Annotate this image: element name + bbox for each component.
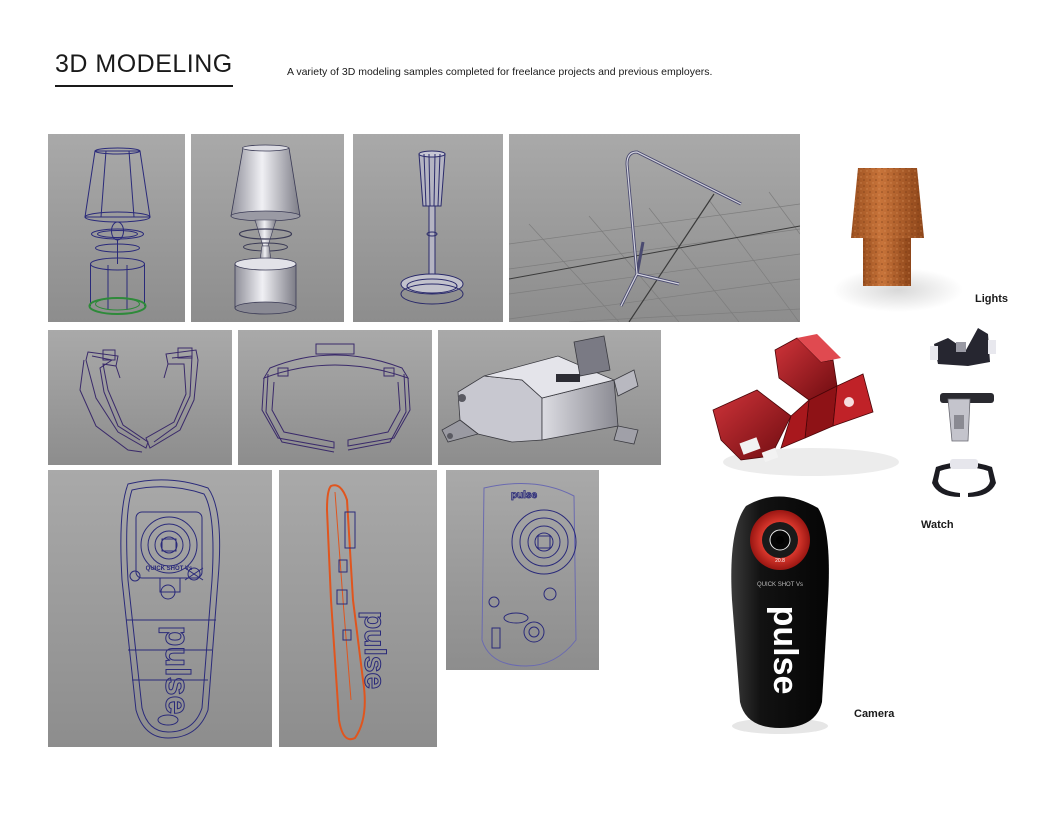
pulse-camera-render (718, 490, 848, 738)
watch-top-drawing (928, 455, 1000, 503)
camera-lens-label: 20.8 (775, 558, 785, 564)
camera-front-wireframe-viewport (48, 470, 272, 747)
watch-wireframe-open-drawing (48, 330, 232, 465)
lamp-wireframe-drawing (48, 134, 185, 322)
watch-label: Watch (921, 519, 954, 531)
page-subtitle: A variety of 3D modeling samples completed for freelance projects and previous employers. (287, 66, 713, 78)
camera-angle-wireframe-viewport (446, 470, 599, 670)
camera-brand-wire-label: pulse (158, 625, 196, 715)
watch-wireframe-closed-drawing (238, 330, 432, 465)
watch-wireframe-open-viewport (48, 330, 232, 465)
watch-side-view (938, 387, 996, 443)
arc-lamp-viewport (509, 134, 800, 322)
lamp-shaded-drawing (191, 134, 344, 322)
camera-brand-side-label: pulse (358, 610, 391, 690)
camera-model-label: QUICK SHOT Vs (757, 582, 803, 588)
floor-lamp-drawing (353, 134, 503, 322)
lamp-wireframe-viewport (48, 134, 185, 322)
page-title: 3D MODELING (55, 50, 233, 78)
watch-front-view (928, 322, 1000, 372)
camera-side-wireframe-viewport (279, 470, 437, 747)
camera-front-wireframe-drawing (48, 470, 272, 747)
title-underline (55, 85, 233, 87)
lights-label: Lights (975, 293, 1008, 305)
camera-label: Camera (854, 708, 895, 720)
watch-top-view (928, 455, 1000, 503)
watch-side-drawing (938, 387, 996, 443)
lamp-shaded-viewport (191, 134, 344, 322)
cork-lamp-render (833, 155, 964, 321)
watch-shaded-viewport (438, 330, 661, 465)
camera-brand-angle-label: pulse (510, 490, 538, 501)
camera-model-wire-label: QUICK SHOT Vs (145, 566, 193, 572)
camera-angle-wireframe-drawing (446, 470, 599, 670)
red-watch-render (701, 330, 899, 480)
camera-side-wireframe-drawing (279, 470, 437, 747)
red-watch-drawing (701, 330, 899, 480)
pulse-camera-drawing (718, 490, 848, 738)
watch-front-drawing (928, 322, 1000, 372)
camera-brand-label: pulse (766, 605, 804, 695)
watch-wireframe-closed-viewport (238, 330, 432, 465)
cork-lamp-drawing (833, 155, 964, 321)
watch-shaded-drawing (438, 330, 661, 465)
arc-lamp-drawing (509, 134, 800, 322)
floor-lamp-viewport (353, 134, 503, 322)
